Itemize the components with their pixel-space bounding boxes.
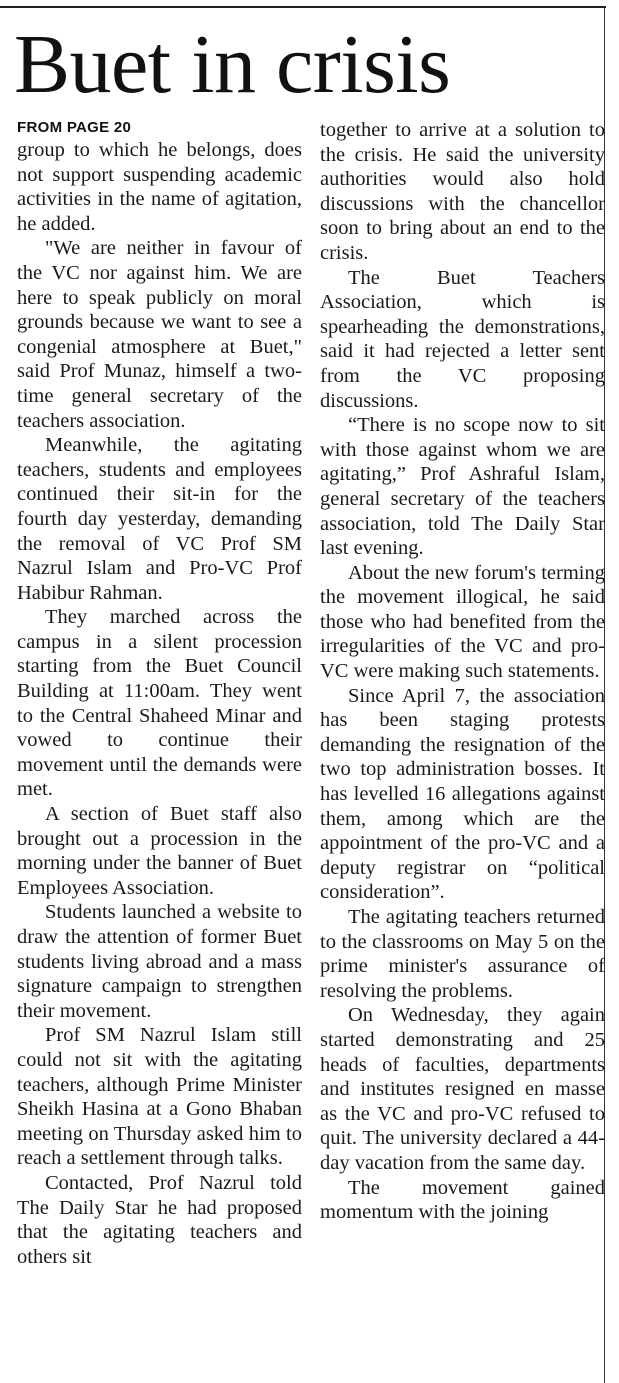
paragraph: together to arrive at a solution to the crisis. He said the university authorities would also hold discussions with the chancellor soon to bring about an end to the crisis. xyxy=(320,119,605,264)
paragraph: The movement gained momentum with the joining xyxy=(320,1176,605,1224)
paragraph: On Wednesday, they again started demonstrating and 25 heads of faculties, departments and institutes resigned en masse as the VC and pro-VC refused to quit. The university declared a 44-day vacation from the same day. xyxy=(320,1004,605,1174)
right-column xyxy=(320,118,605,1225)
paragraph: The Buet Teachers Association, which is spearheading the demonstrations, said it had rejected a letter sent from the VC proposing discussions. xyxy=(320,266,605,412)
paragraph: Meanwhile, the agitating teachers, students and employees continued their sit-in for the fourth day yesterday, demanding the removal of VC Prof SM Nazrul Islam and Pro-VC Prof Habibur Rahman. xyxy=(17,434,302,604)
paragraph: The agitating teachers returned to the classrooms on May 5 on the prime minister's assurance of resolving the problems. xyxy=(320,906,605,1002)
paragraph: Since April 7, the association has been staging protests demanding the resignation of the two top administration bosses. It has levelled 16 allegations against them, among which are the appointment of the pro-VC and a deputy registrar on “political consideration”. xyxy=(320,684,605,904)
paragraph: Students launched a website to draw the attention of former Buet students living abroad and a mass signature campaign to strengthen their movement. xyxy=(17,901,302,1022)
kicker: FROM PAGE 20 xyxy=(17,119,132,136)
paragraph: group to which he belongs, does not support suspending academic activities in the name of agitation, he added. xyxy=(17,139,302,235)
paragraph: Prof SM Nazrul Islam still could not sit with the agitating teachers, although Prime Minister Sheikh Hasina at a Gono Bhaban meeting on Thursday asked him to reach a settlement through talks. xyxy=(17,1024,302,1170)
top-rule xyxy=(0,6,606,8)
paragraph: “There is no scope now to sit with those against whom we are agitating,” Prof Ashraful Islam, general secretary of the teachers association, told The Daily Star last evening. xyxy=(320,414,605,560)
paragraph: "We are neither in favour of the VC nor against him. We are here to speak publicly on moral grounds because we want to see a congenial atmosphere at Buet," said Prof Munaz, himself a two-time general secretary of the teachers association. xyxy=(17,237,302,432)
paragraph: Contacted, Prof Nazrul told The Daily Star he had proposed that the agitating teachers and others sit xyxy=(17,1171,302,1268)
left-column xyxy=(17,118,302,1269)
paragraph: They marched across the campus in a silent procession starting from the Buet Council Building at 11:00am. They went to the Central Shaheed Minar and vowed to continue their movement until the demands were met. xyxy=(17,606,302,801)
headline: Buet in crisis xyxy=(14,18,451,111)
paragraph: A section of Buet staff also brought out a procession in the morning under the banner of Buet Employees Association. xyxy=(17,803,302,899)
paragraph: About the new forum's terming the movement illogical, he said those who had benefited from the irregularities of the VC and pro-VC were making such statements. xyxy=(320,561,605,683)
